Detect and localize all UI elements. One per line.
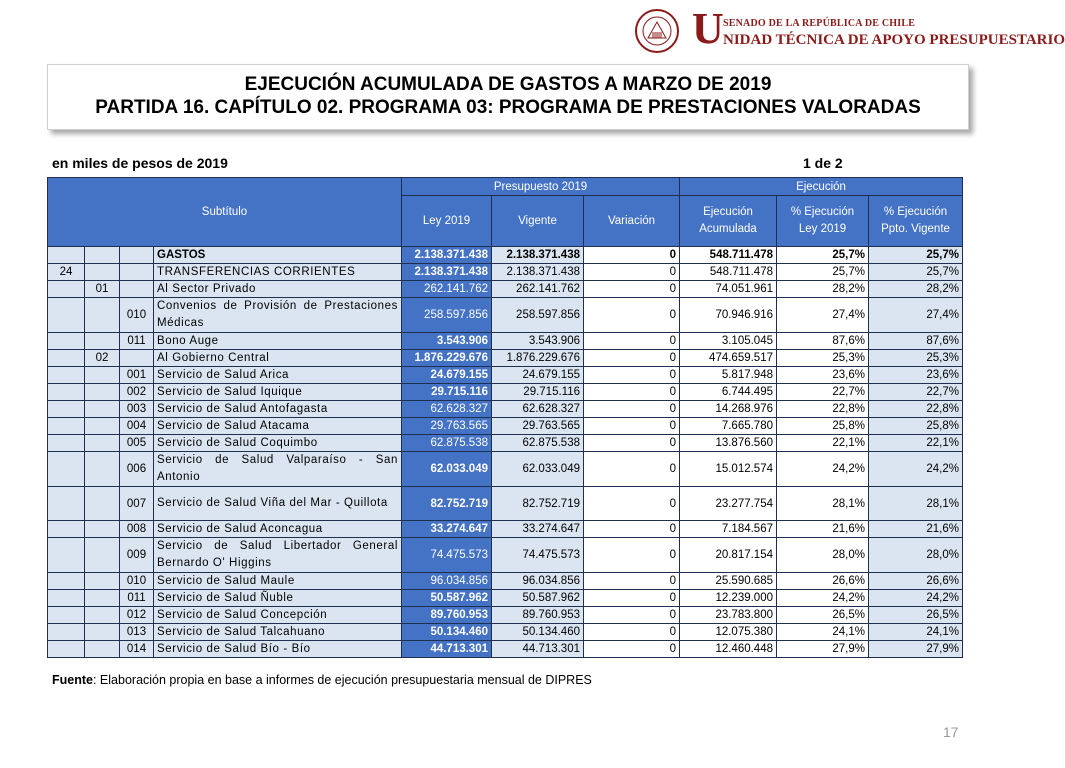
cell-pct-vigente: 25,8% xyxy=(869,418,963,435)
cell-ley: 1.876.229.676 xyxy=(402,350,492,367)
cell-item xyxy=(85,401,120,418)
cell-vigente: 74.475.573 xyxy=(492,538,584,573)
cell-ejecucion: 74.051.961 xyxy=(680,281,777,298)
cell-item xyxy=(85,367,120,384)
cell-ley: 74.475.573 xyxy=(402,538,492,573)
header-pct-ley: % Ejecución Ley 2019 xyxy=(777,196,869,247)
cell-ley: 62.628.327 xyxy=(402,401,492,418)
page-title: EJECUCIÓN ACUMULADA DE GASTOS A MARZO DE 2019 xyxy=(244,74,772,95)
cell-ley: 50.134.460 xyxy=(402,624,492,641)
cell-description: Servicio de Salud Bío - Bío xyxy=(154,641,402,658)
table-row xyxy=(48,590,963,607)
cell-vigente: 1.876.229.676 xyxy=(492,350,584,367)
cell-item xyxy=(85,624,120,641)
cell-description: Servicio de Salud Antofagasta xyxy=(154,401,402,418)
cell-pct-ley: 25,7% xyxy=(777,247,869,264)
cell-description: Servicio de Salud Iquique xyxy=(154,384,402,401)
table-row xyxy=(48,281,963,298)
cell-item xyxy=(85,573,120,590)
cell-variacion: 0 xyxy=(584,281,680,298)
cell-pct-vigente: 21,6% xyxy=(869,521,963,538)
cell-pct-vigente: 25,7% xyxy=(869,247,963,264)
cell-pct-ley: 27,9% xyxy=(777,641,869,658)
cell-subtitulo xyxy=(48,590,85,607)
cell-subtitulo xyxy=(48,538,85,573)
cell-description: Servicio de Salud Aconcagua xyxy=(154,521,402,538)
table-row xyxy=(48,521,963,538)
cell-description: Servicio de Salud Maule xyxy=(154,573,402,590)
cell-pct-ley: 25,3% xyxy=(777,350,869,367)
cell-asignacion: 008 xyxy=(120,521,154,538)
header-pct-vigente: % Ejecución Ppto. Vigente xyxy=(869,196,963,247)
cell-ley: 33.274.647 xyxy=(402,521,492,538)
cell-ejecucion: 548.711.478 xyxy=(680,264,777,281)
cell-vigente: 62.628.327 xyxy=(492,401,584,418)
cell-ley: 62.875.538 xyxy=(402,435,492,452)
cell-asignacion: 001 xyxy=(120,367,154,384)
cell-pct-vigente: 27,9% xyxy=(869,641,963,658)
cell-item xyxy=(85,452,120,487)
cell-ley: 24.679.155 xyxy=(402,367,492,384)
cell-description: Servicio de Salud Arica xyxy=(154,367,402,384)
units-label: en miles de pesos de 2019 xyxy=(52,155,228,171)
cell-ley: 29.763.565 xyxy=(402,418,492,435)
header-ley: Ley 2019 xyxy=(402,196,492,247)
cell-variacion: 0 xyxy=(584,333,680,350)
cell-pct-vigente: 24,1% xyxy=(869,624,963,641)
cell-pct-ley: 87,6% xyxy=(777,333,869,350)
cell-vigente: 29.763.565 xyxy=(492,418,584,435)
cell-ejecucion: 5.817.948 xyxy=(680,367,777,384)
cell-subtitulo xyxy=(48,487,85,521)
cell-pct-ley: 22,1% xyxy=(777,435,869,452)
table-row xyxy=(48,367,963,384)
cell-variacion: 0 xyxy=(584,367,680,384)
cell-asignacion: 006 xyxy=(120,452,154,487)
cell-asignacion: 002 xyxy=(120,384,154,401)
cell-vigente: 29.715.116 xyxy=(492,384,584,401)
header-subtitulo: Subtítulo xyxy=(48,178,402,247)
cell-variacion: 0 xyxy=(584,298,680,333)
cell-description: Servicio de Salud Coquimbo xyxy=(154,435,402,452)
cell-pct-ley: 28,2% xyxy=(777,281,869,298)
cell-variacion: 0 xyxy=(584,538,680,573)
cell-vigente: 62.033.049 xyxy=(492,452,584,487)
cell-ley: 29.715.116 xyxy=(402,384,492,401)
cell-subtitulo xyxy=(48,384,85,401)
cell-description: Convenios de Provisión de Prestaciones Médicas xyxy=(154,298,402,333)
header-logo xyxy=(626,4,1065,58)
cell-vigente: 50.587.962 xyxy=(492,590,584,607)
cell-item xyxy=(85,333,120,350)
cell-asignacion: 011 xyxy=(120,333,154,350)
cell-pct-vigente: 28,0% xyxy=(869,538,963,573)
cell-variacion: 0 xyxy=(584,418,680,435)
cell-ley: 82.752.719 xyxy=(402,487,492,521)
cell-item xyxy=(85,264,120,281)
cell-subtitulo xyxy=(48,418,85,435)
cell-ejecucion: 7.184.567 xyxy=(680,521,777,538)
cell-item xyxy=(85,538,120,573)
senate-seal-icon xyxy=(626,8,688,54)
cell-pct-ley: 22,8% xyxy=(777,401,869,418)
footnote-text: : Elaboración propia en base a informes de ejecución presupuestaria mensual de DIPRES xyxy=(92,673,592,687)
cell-ejecucion: 15.012.574 xyxy=(680,452,777,487)
cell-ejecucion: 20.817.154 xyxy=(680,538,777,573)
header-ejecucion-acumulada: Ejecución Acumulada xyxy=(680,196,777,247)
cell-asignacion xyxy=(120,350,154,367)
cell-asignacion: 010 xyxy=(120,298,154,333)
cell-ejecucion: 7.665.780 xyxy=(680,418,777,435)
cell-vigente: 258.597.856 xyxy=(492,298,584,333)
cell-ley: 50.587.962 xyxy=(402,590,492,607)
cell-variacion: 0 xyxy=(584,487,680,521)
cell-item: 01 xyxy=(85,281,120,298)
cell-vigente: 2.138.371.438 xyxy=(492,247,584,264)
cell-variacion: 0 xyxy=(584,401,680,418)
cell-pct-vigente: 24,2% xyxy=(869,452,963,487)
cell-item xyxy=(85,607,120,624)
cell-pct-vigente: 28,1% xyxy=(869,487,963,521)
cell-vigente: 82.752.719 xyxy=(492,487,584,521)
cell-subtitulo xyxy=(48,624,85,641)
table-row xyxy=(48,641,963,658)
cell-ejecucion: 70.946.916 xyxy=(680,298,777,333)
cell-ejecucion: 23.277.754 xyxy=(680,487,777,521)
table-row xyxy=(48,624,963,641)
cell-item xyxy=(85,435,120,452)
cell-asignacion: 004 xyxy=(120,418,154,435)
cell-subtitulo: 24 xyxy=(48,264,85,281)
header-vigente: Vigente xyxy=(492,196,584,247)
cell-vigente: 3.543.906 xyxy=(492,333,584,350)
cell-pct-vigente: 27,4% xyxy=(869,298,963,333)
cell-subtitulo xyxy=(48,607,85,624)
cell-vigente: 89.760.953 xyxy=(492,607,584,624)
table-row xyxy=(48,487,963,521)
budget-table xyxy=(47,177,963,658)
cell-pct-vigente: 26,5% xyxy=(869,607,963,624)
cell-ejecucion: 13.876.560 xyxy=(680,435,777,452)
table-row xyxy=(48,384,963,401)
cell-vigente: 33.274.647 xyxy=(492,521,584,538)
cell-ley: 96.034.856 xyxy=(402,573,492,590)
cell-ejecucion: 6.744.495 xyxy=(680,384,777,401)
cell-asignacion xyxy=(120,281,154,298)
cell-description: Bono Auge xyxy=(154,333,402,350)
cell-vigente: 2.138.371.438 xyxy=(492,264,584,281)
cell-subtitulo xyxy=(48,641,85,658)
header-presupuesto: Presupuesto 2019 xyxy=(402,178,680,196)
title-box xyxy=(47,64,969,130)
cell-item xyxy=(85,247,120,264)
cell-ley: 89.760.953 xyxy=(402,607,492,624)
cell-subtitulo xyxy=(48,298,85,333)
table-row xyxy=(48,247,963,264)
cell-subtitulo xyxy=(48,350,85,367)
cell-subtitulo xyxy=(48,367,85,384)
page-of-label: 1 de 2 xyxy=(803,155,843,171)
cell-ejecucion: 23.783.800 xyxy=(680,607,777,624)
cell-item: 02 xyxy=(85,350,120,367)
cell-asignacion xyxy=(120,264,154,281)
cell-ley: 2.138.371.438 xyxy=(402,247,492,264)
table-row xyxy=(48,452,963,487)
cell-item xyxy=(85,521,120,538)
cell-variacion: 0 xyxy=(584,607,680,624)
cell-asignacion: 009 xyxy=(120,538,154,573)
table-row xyxy=(48,435,963,452)
table-row xyxy=(48,333,963,350)
cell-subtitulo xyxy=(48,573,85,590)
cell-description: Al Gobierno Central xyxy=(154,350,402,367)
cell-pct-ley: 23,6% xyxy=(777,367,869,384)
cell-ejecucion: 12.075.380 xyxy=(680,624,777,641)
cell-pct-ley: 28,0% xyxy=(777,538,869,573)
cell-description: Servicio de Salud Atacama xyxy=(154,418,402,435)
cell-ejecucion: 12.460.448 xyxy=(680,641,777,658)
cell-pct-vigente: 23,6% xyxy=(869,367,963,384)
cell-asignacion: 005 xyxy=(120,435,154,452)
cell-item xyxy=(85,590,120,607)
cell-ejecucion: 548.711.478 xyxy=(680,247,777,264)
cell-variacion: 0 xyxy=(584,264,680,281)
cell-pct-ley: 24,1% xyxy=(777,624,869,641)
logo-senado-text: SENADO DE LA REPÚBLICA DE CHILE xyxy=(723,18,916,29)
cell-description: Servicio de Salud Viña del Mar - Quillota xyxy=(154,487,402,521)
page-subtitle: PARTIDA 16. CAPÍTULO 02. PROGRAMA 03: PROGRAMA DE PRESTACIONES VALORADAS xyxy=(95,97,921,118)
cell-variacion: 0 xyxy=(584,384,680,401)
cell-subtitulo xyxy=(48,281,85,298)
cell-description: Servicio de Salud Libertador General Bernardo O' Higgins xyxy=(154,538,402,573)
cell-pct-vigente: 22,1% xyxy=(869,435,963,452)
page-number: 17 xyxy=(943,724,959,740)
cell-pct-ley: 26,5% xyxy=(777,607,869,624)
cell-vigente: 96.034.856 xyxy=(492,573,584,590)
cell-item xyxy=(85,487,120,521)
cell-vigente: 24.679.155 xyxy=(492,367,584,384)
cell-variacion: 0 xyxy=(584,573,680,590)
cell-variacion: 0 xyxy=(584,641,680,658)
cell-ejecucion: 25.590.685 xyxy=(680,573,777,590)
cell-subtitulo xyxy=(48,452,85,487)
cell-vigente: 62.875.538 xyxy=(492,435,584,452)
cell-asignacion: 013 xyxy=(120,624,154,641)
cell-ley: 258.597.856 xyxy=(402,298,492,333)
cell-variacion: 0 xyxy=(584,452,680,487)
cell-pct-ley: 26,6% xyxy=(777,573,869,590)
cell-variacion: 0 xyxy=(584,624,680,641)
cell-pct-vigente: 24,2% xyxy=(869,590,963,607)
cell-pct-vigente: 28,2% xyxy=(869,281,963,298)
cell-variacion: 0 xyxy=(584,435,680,452)
cell-pct-ley: 24,2% xyxy=(777,452,869,487)
header-ejecucion: Ejecución xyxy=(680,178,963,196)
cell-ley: 262.141.762 xyxy=(402,281,492,298)
cell-pct-ley: 24,2% xyxy=(777,590,869,607)
cell-description: TRANSFERENCIAS CORRIENTES xyxy=(154,264,402,281)
cell-subtitulo xyxy=(48,333,85,350)
cell-variacion: 0 xyxy=(584,247,680,264)
cell-asignacion: 012 xyxy=(120,607,154,624)
cell-pct-vigente: 25,7% xyxy=(869,264,963,281)
cell-variacion: 0 xyxy=(584,521,680,538)
cell-subtitulo xyxy=(48,247,85,264)
table-row xyxy=(48,264,963,281)
cell-description: Servicio de Salud Concepción xyxy=(154,607,402,624)
cell-pct-vigente: 22,8% xyxy=(869,401,963,418)
cell-pct-vigente: 25,3% xyxy=(869,350,963,367)
table-row xyxy=(48,538,963,573)
cell-description: Servicio de Salud Ñuble xyxy=(154,590,402,607)
cell-asignacion: 014 xyxy=(120,641,154,658)
table-row xyxy=(48,607,963,624)
cell-ley: 3.543.906 xyxy=(402,333,492,350)
cell-pct-vigente: 87,6% xyxy=(869,333,963,350)
table-row xyxy=(48,418,963,435)
cell-description: Servicio de Salud Talcahuano xyxy=(154,624,402,641)
cell-pct-ley: 25,7% xyxy=(777,264,869,281)
cell-description: Servicio de Salud Valparaíso - San Antonio xyxy=(154,452,402,487)
table-body xyxy=(48,247,963,658)
cell-pct-ley: 22,7% xyxy=(777,384,869,401)
footnote-label: Fuente xyxy=(52,673,93,687)
cell-ejecucion: 3.105.045 xyxy=(680,333,777,350)
cell-ejecucion: 12.239.000 xyxy=(680,590,777,607)
cell-asignacion: 011 xyxy=(120,590,154,607)
cell-item xyxy=(85,418,120,435)
cell-item xyxy=(85,298,120,333)
table-row xyxy=(48,350,963,367)
cell-vigente: 262.141.762 xyxy=(492,281,584,298)
cell-asignacion: 010 xyxy=(120,573,154,590)
logo-letter-u: U xyxy=(692,4,724,53)
cell-pct-vigente: 26,6% xyxy=(869,573,963,590)
cell-asignacion: 007 xyxy=(120,487,154,521)
cell-item xyxy=(85,641,120,658)
footnote xyxy=(52,673,592,687)
cell-asignacion xyxy=(120,247,154,264)
cell-item xyxy=(85,384,120,401)
cell-ley: 2.138.371.438 xyxy=(402,264,492,281)
logo-unidad-text: NIDAD TÉCNICA DE APOYO PRESUPUESTARIO xyxy=(723,32,1065,48)
cell-description: GASTOS xyxy=(154,247,402,264)
cell-vigente: 50.134.460 xyxy=(492,624,584,641)
cell-pct-vigente: 22,7% xyxy=(869,384,963,401)
cell-ley: 62.033.049 xyxy=(402,452,492,487)
cell-subtitulo xyxy=(48,521,85,538)
table-row xyxy=(48,298,963,333)
table-row xyxy=(48,401,963,418)
cell-pct-ley: 21,6% xyxy=(777,521,869,538)
cell-ejecucion: 474.659.517 xyxy=(680,350,777,367)
cell-variacion: 0 xyxy=(584,590,680,607)
cell-ejecucion: 14.268.976 xyxy=(680,401,777,418)
cell-pct-ley: 25,8% xyxy=(777,418,869,435)
cell-ley: 44.713.301 xyxy=(402,641,492,658)
header-variacion: Variación xyxy=(584,196,680,247)
cell-subtitulo xyxy=(48,435,85,452)
cell-vigente: 44.713.301 xyxy=(492,641,584,658)
cell-subtitulo xyxy=(48,401,85,418)
cell-variacion: 0 xyxy=(584,350,680,367)
cell-pct-ley: 27,4% xyxy=(777,298,869,333)
table-row xyxy=(48,573,963,590)
cell-pct-ley: 28,1% xyxy=(777,487,869,521)
cell-description: Al Sector Privado xyxy=(154,281,402,298)
cell-asignacion: 003 xyxy=(120,401,154,418)
